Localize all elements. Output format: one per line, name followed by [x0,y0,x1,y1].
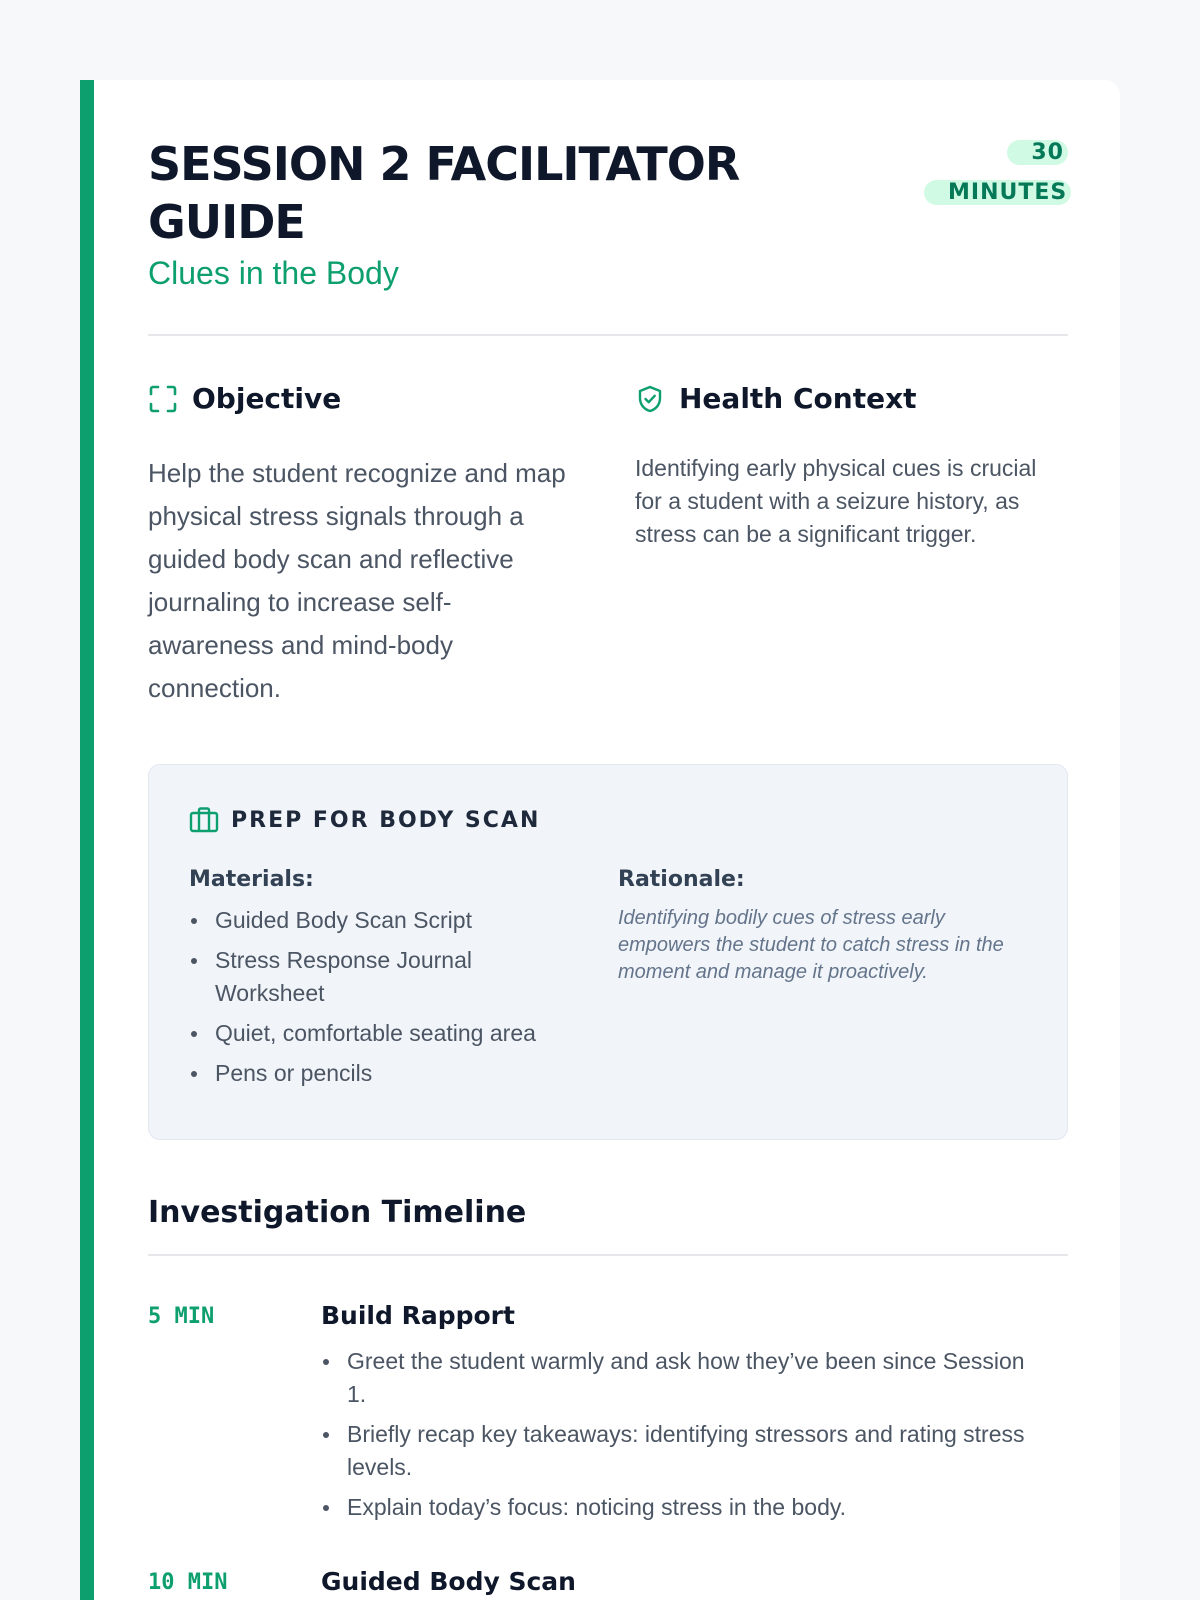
prep-panel [148,764,1068,1140]
duration-unit: MINUTES [924,180,1071,205]
timeline-divider [148,1254,1068,1256]
list-item: Quiet, comfortable seating area [189,1017,579,1050]
focus-frame-icon [148,384,178,414]
health-context-heading [635,382,917,415]
list-item: Briefly recap key takeaways: identifying stressors and rating stress levels. [321,1418,1041,1484]
duration-badge [924,133,1068,213]
page-subtitle: Clues in the Body [148,255,399,291]
list-item: Stress Response Journal Worksheet [189,944,579,1010]
shield-check-icon [635,384,665,414]
page-title: SESSION 2 FACILITATOR GUIDE [148,137,740,249]
health-context-text: Identifying early physical cues is crucial for a student with a seizure history, as stress can be a significant trigger. [635,455,1037,547]
timeline-title: Investigation Timeline [148,1195,527,1230]
card-accent-bar [80,80,94,1600]
rationale-text: Identifying bodily cues of stress early empowers the student to catch stress in the moment and manage it proactively. [618,907,1004,983]
objective-heading-label: Objective [192,382,342,415]
header-divider [148,334,1068,336]
rationale-label: Rationale: [618,867,745,892]
briefcase-icon [189,805,219,835]
list-item: Greet the student warmly and ask how they’ve been since Session 1. [321,1345,1041,1411]
prep-heading-label: PREP FOR BODY SCAN [231,807,541,833]
facilitator-guide-card [80,80,1120,1600]
timeline-time: 5 MIN [148,1304,215,1329]
timeline-item-title: Guided Body Scan [321,1567,576,1596]
list-item: Pens or pencils [189,1057,579,1090]
materials-label: Materials: [189,867,314,892]
timeline-item-points [321,1345,1041,1531]
objective-heading [148,382,341,415]
list-item: Guided Body Scan Script [189,904,579,937]
health-context-heading-label: Health Context [679,382,917,415]
timeline-item-title: Build Rapport [321,1301,515,1330]
duration-number: 30 [1007,140,1068,165]
list-item: Explain today’s focus: noticing stress in the body. [321,1491,1041,1524]
timeline-time: 10 MIN [148,1570,228,1595]
prep-heading [189,805,540,835]
objective-text: Help the student recognize and map physical stress signals through a guided body scan and reflective journaling to increase self-awareness and mind-body connection. [148,458,566,703]
materials-list [189,904,579,1097]
